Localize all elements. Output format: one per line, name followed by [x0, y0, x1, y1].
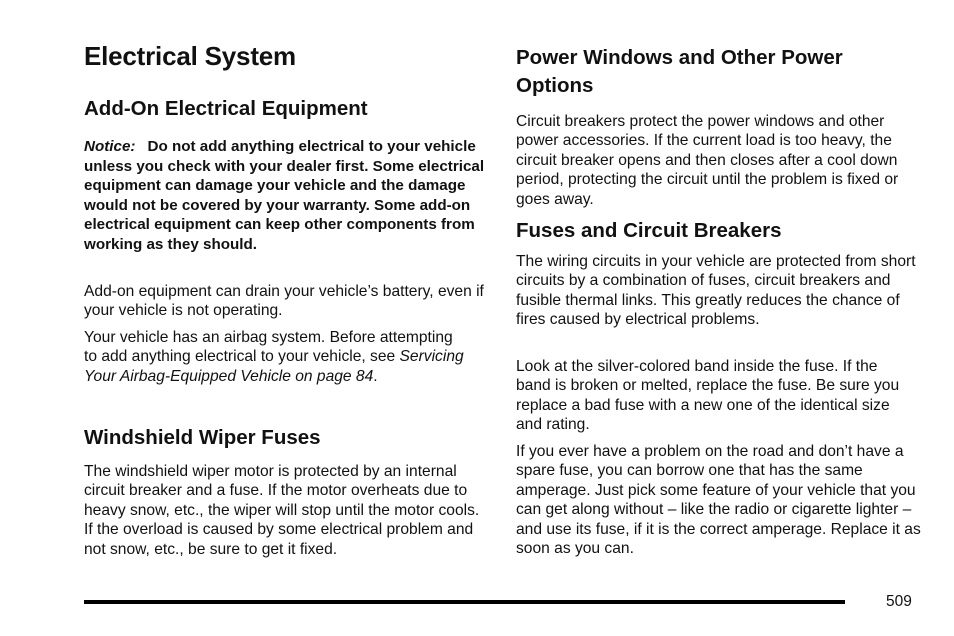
notice-text: Do not add anything electrical to your vehicle unless you check with your dealer first. Some electrical equipment can damage your vehicle and the damage would not be covered by your warranty. Some add-on electrical equipment can keep other components from working as they should.: [84, 138, 485, 253]
addon-paragraph-1: Add-on equipment can drain your vehicle’s battery, even if your vehicle is not operating.: [84, 283, 484, 320]
fuses-paragraph-2: Look at the silver-colored band inside the fuse. If the band is broken or melted, replace the fuse. Be sure you replace a bad fuse with a new one of the identical size and rating.: [516, 358, 900, 434]
airbag-reference-link[interactable]: Servicing Your Airbag-Equipped Vehicle on page 84: [84, 348, 464, 385]
fuses-paragraph-3: If you ever have a problem on the road and don’t have a spare fuse, you can borrow one that has the same amperage. Just pick some feature of your vehicle that you can get along without – like the radio or cigarette lighter – and use its fuse, if it is the correct amperage. Replace it as soon as you can.: [516, 443, 921, 558]
wiper-heading: Windshield Wiper Fuses: [84, 426, 321, 449]
addon-heading: Add-On Electrical Equipment: [84, 97, 368, 120]
footer-rule: [84, 600, 845, 604]
page-number: 509: [886, 593, 912, 610]
power-paragraph: Circuit breakers protect the power windows and other power accessories. If the current load is too heavy, the circuit breaker opens and then closes after a cool down period, protecting the circuit until the problem is fixed or goes away.: [516, 113, 899, 208]
page-title: Electrical System: [84, 41, 296, 71]
notice-label: Notice:: [84, 138, 136, 155]
addon-paragraph-2-end: .: [373, 367, 378, 385]
wiper-paragraph: The windshield wiper motor is protected by an internal circuit breaker and a fuse. If the motor overheats due to heavy snow, etc., the wiper will stop until the motor cools. If the overload is caused by some electrical problem and not snow, etc., be sure to get it fixed.: [84, 463, 480, 558]
notice-paragraph: [84, 137, 488, 255]
power-heading: Power Windows and Other Power Options: [516, 46, 843, 97]
addon-paragraph-2-text: Your vehicle has an airbag system. Before attempting to add anything electrical to your vehicle, see: [84, 329, 453, 366]
addon-paragraph-2: [84, 328, 464, 386]
fuses-paragraph-1: The wiring circuits in your vehicle are protected from short circuits by a combination of fuses, circuit breakers and fusible thermal links. This greatly reduces the chance of fires caused by electrical problems.: [516, 253, 916, 329]
fuses-heading: Fuses and Circuit Breakers: [516, 219, 782, 242]
